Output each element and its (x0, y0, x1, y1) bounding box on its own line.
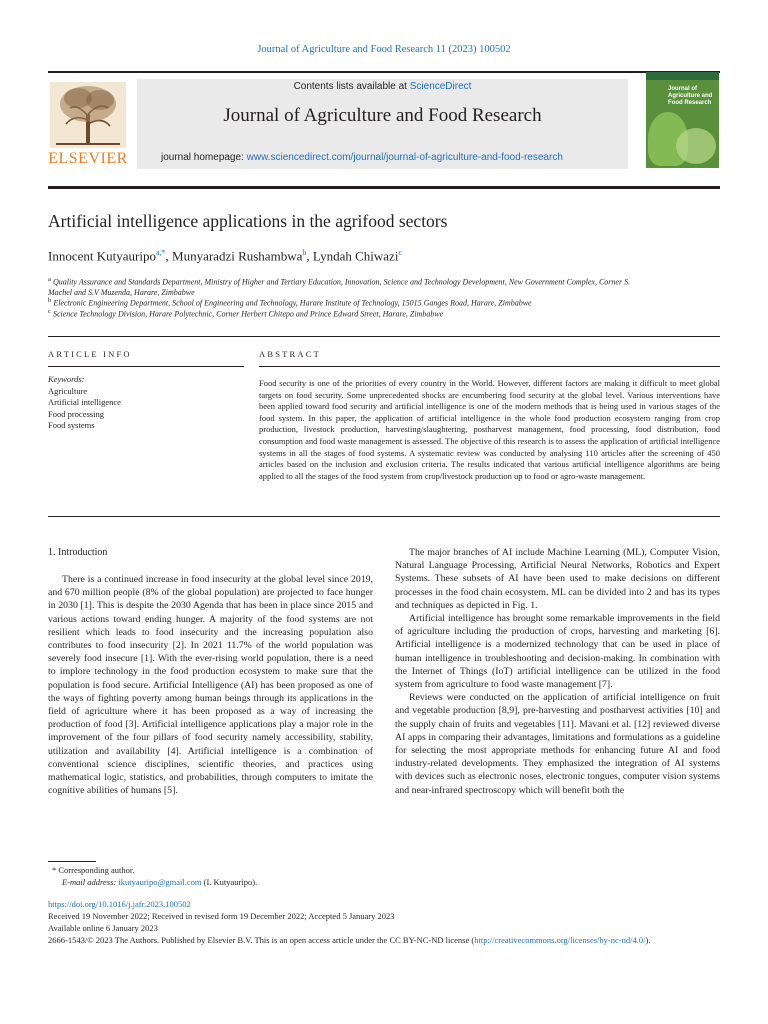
abstract-heading: ABSTRACT (259, 349, 321, 359)
affiliation-sup: b (48, 297, 52, 304)
email-link[interactable]: ikutyauripo@gmail.com (118, 877, 202, 887)
corresponding-author-note: * Corresponding author. (52, 865, 135, 875)
article-info-heading: ARTICLE INFO (48, 349, 132, 359)
footnote-rule (48, 861, 96, 862)
section-heading-introduction: 1. Introduction (48, 547, 108, 558)
author-sup[interactable]: b (302, 248, 307, 257)
affiliation-text: Science Technology Division, Harare Polytechnic, Corner Herbert Chitepo and Prince Edward Street, Harare, Zimbabwe (52, 309, 444, 319)
contents-line (137, 81, 628, 92)
author-list: Innocent Kutyauripo$^{a,*}$, Munyaradzi Rushambwa$^b$, Lyndah Chiwazi$^c$ (48, 248, 402, 264)
abstract-bottom-rule (48, 516, 720, 517)
elsevier-logo[interactable] (48, 80, 128, 168)
article-title: Artificial intelligence applications in the agrifood sectors (48, 211, 448, 231)
masthead-band (137, 79, 628, 169)
homepage-link[interactable]: www.sciencedirect.com/journal/journal-of-agriculture-and-food-research (246, 152, 563, 163)
email-label: E-mail address: (62, 877, 119, 887)
keyword: Agriculture (48, 385, 88, 396)
email-suffix: (I. Kutyauripo). (201, 877, 258, 887)
journal-homepage (161, 152, 563, 163)
license-suffix: ). (645, 935, 651, 945)
contents-prefix: Contents lists available at (293, 81, 410, 92)
body-paragraph: The major branches of AI include Machine Learning (ML), Computer Vision, Natural Language Processing, Artificial Neural Networks, Robotics and Expert Systems. These subsets of AI have been used to make decisions on different processes in the food chain ecosystem. ML can be divided into 2 and has its types and techniques as depicted in Fig. 1. (395, 547, 720, 611)
keywords-block (48, 374, 121, 432)
intro-right-column (395, 546, 720, 797)
affiliation-c (48, 307, 720, 320)
elsevier-tree-icon (48, 80, 128, 150)
received-dates: Received 19 November 2022; Received in revised form 19 December 2022; Accepted 5 January 2023 (48, 911, 395, 921)
abstract-rule (259, 366, 720, 367)
cover-title: Journal of Agriculture and Food Research (668, 86, 713, 106)
author-name[interactable]: Lyndah Chiwazi (312, 248, 399, 264)
abstract-text: Food security is one of the priorities of every country in the World. However, different factors are making it difficult to meet global targets on food security. Some unprecedented shocks are encumbering food security at the global level. Various interventions have been applied toward food security and artificial intelligence is one of the modern methods that is being used in various stages of the food system. In this paper, the application of artificial intelligence in the whole food production ecosystem ranging from crop production, livestock production, harvesting/slaughtering, postharvest management, food processing, food distribution, food consumption and food waste management is assessed. The objective of this research is to assess the application of artificial intelligence systems in all the stages of food systems. A systematic review was conducted by analysing 110 articles after the screening of 450 articles based on the inclusion and exclusion criteria. The results indicated that various artificial intelligence algorithms are being applied to all the stages of the food system from crop/livestock production up to food or agro-waste management. (259, 378, 720, 481)
license-link[interactable]: http://creativecommons.org/licenses/by-nc-nd/4.0/ (474, 935, 646, 945)
elsevier-wordmark: ELSEVIER (48, 150, 128, 167)
keyword: Food systems (48, 420, 95, 430)
body-paragraph: Artificial intelligence has brought some remarkable improvements in the field of agriculture including the production of crops, harvesting and marketing [6]. Artificial intelligence is a modernized technology that can be used in place of human intelligence in troubleshooting and decision-making. In combination with the Internet of Things (IoT) artificial intelligence can be utilized in the food system from agriculture to food waste management [7]. (395, 613, 720, 691)
affiliation-text: Quality Assurance and Standards Department, Ministry of Higher and Tertiary Education, Innovation, Science and Technology Development, New Government Complex, Corner S. Machel and S.V Muzenda, Harare, Zimbabwe (48, 277, 631, 298)
body-paragraph: Reviews were conducted on the application of artificial intelligence on fruit and vegetable production [8,9], pre-harvesting and postharvest activities [10] and the supply chain of fruits and vegetables [11]. Mavani et al. [12] reviewed diverse AI apps in comparing their advantages, limitations and formulations as a guideline for selecting the most appropriate methods for enhancing future AI and food industry-related developments. They emphasized the integration of AI systems with devices such as electronic noses, electronic tongues, computer vision systems and near-infrared spectroscopy which will benefit both the (395, 692, 720, 796)
masthead-bottom-rule (48, 186, 720, 189)
keyword: Food processing (48, 408, 104, 419)
affiliation-sup: a (48, 276, 51, 283)
license-prefix: 2666-1543/© 2023 The Authors. Published by Elsevier B.V. This is an open access article under the CC BY-NC-ND license ( (48, 935, 475, 945)
journal-cover-thumbnail[interactable] (646, 72, 719, 168)
doi-link[interactable]: https://doi.org/10.1016/j.jafr.2023.100502 (48, 899, 191, 909)
keyword: Artificial intelligence (48, 397, 121, 407)
author-sup[interactable]: a,* (155, 248, 166, 257)
license-note (48, 935, 720, 947)
homepage-label: journal homepage: (161, 152, 247, 163)
body-paragraph: There is a continued increase in food insecurity at the global level since 2019, and 670 million people (8% of the global population) are projected to face hunger in 2030 [1]. This is despite the 2030 Agenda that has been in place since 2015 and various actions toward ending hunger. A majority of the food systems are not resilient which leads to food insecurity and the increasing population also contributes to food insecurity [2]. In 2021 11.7% of the world population was severely food insecure [1]. With the ever-rising world population, there is a need to implore technology in the food production ecosystem to make sure that the population is food secure. Artificial Intelligence (AI) has been proposed as one of the ways of fighting poverty among human beings through its applications in the field of agriculture where it has been proposed as a way of increasing the production of food [3]. Artificial intelligence applications play a major role in the improvement of the four pillars of food security namely accessibility, stability, utilization and availability [4]. Artificial intelligence is a combination of conventional science disciplines, scientific theories, and practices using mathematical logic, statistics, and probabilities, through computers to imitate the cognitive abilities of humans [5]. (48, 574, 373, 797)
section-rule (48, 336, 720, 337)
sciencedirect-link[interactable]: ScienceDirect (409, 81, 472, 92)
author-name[interactable]: Munyaradzi Rushambwa (172, 248, 303, 264)
journal-title: Journal of Agriculture and Food Research (223, 105, 542, 126)
affiliation-text: Electronic Engineering Department, School of Engineering and Technology, Harare Institute of Technology, 15015 Ganges Road, Harare, Zimbabwe (53, 298, 532, 308)
intro-left-column (48, 573, 373, 797)
affiliation-sup: c (48, 308, 51, 315)
article-info-rule (48, 366, 244, 367)
available-online: Available online 6 January 2023 (48, 923, 158, 933)
author-sup[interactable]: c (398, 248, 402, 257)
cover-band (646, 72, 719, 80)
running-header[interactable]: Journal of Agriculture and Food Research 11 (2023) 100502 (257, 44, 511, 55)
email-note (62, 877, 257, 889)
keywords-label: Keywords: (48, 374, 85, 384)
author-name[interactable]: Innocent Kutyauripo (48, 248, 156, 264)
cover-leaf-graphic (676, 128, 716, 164)
